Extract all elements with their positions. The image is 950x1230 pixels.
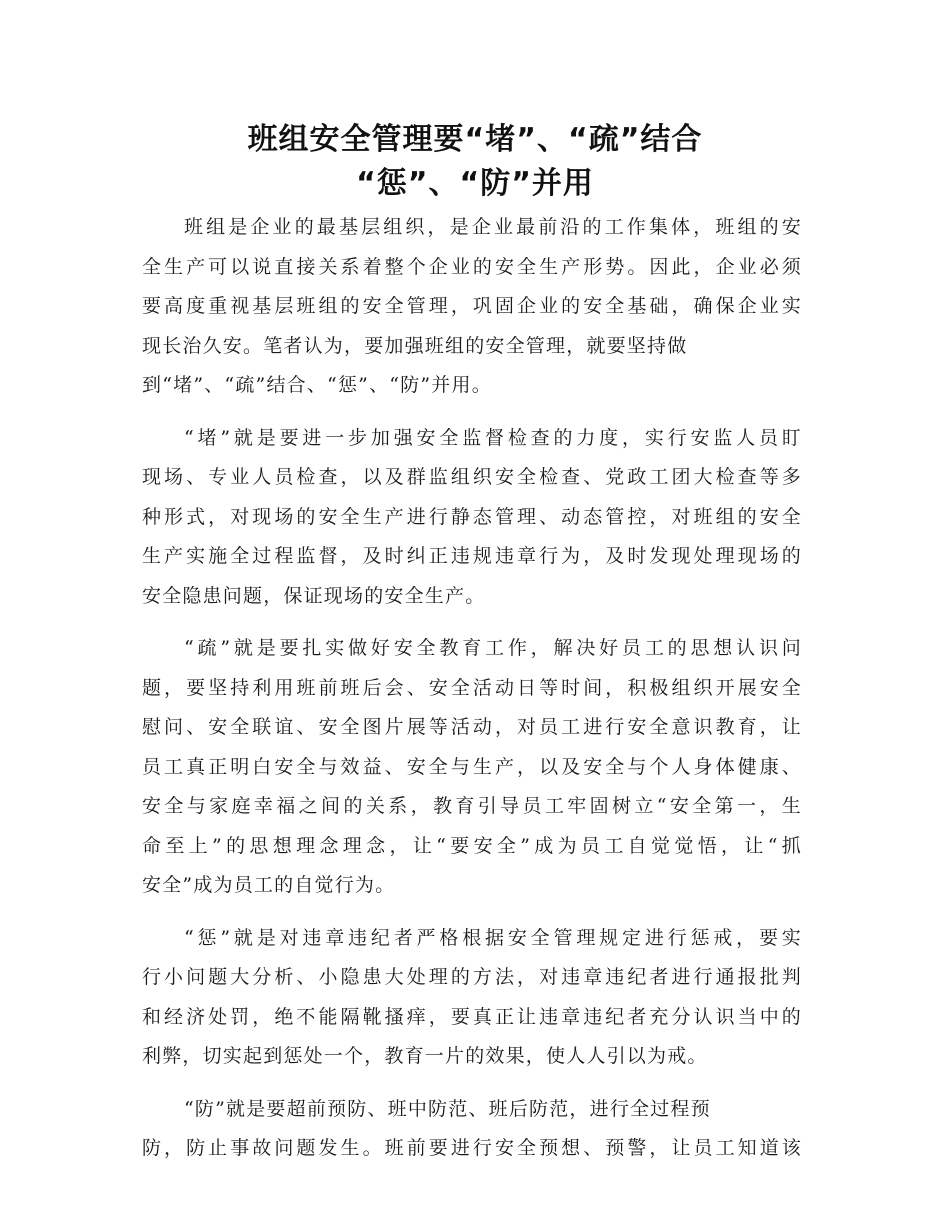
text-line: 生产实施全过程监督，及时纠正违规违章行为，及时发现处理现场的 — [142, 545, 802, 567]
document-title-line-1: 班组安全管理要“堵”、“疏”结合 — [247, 122, 703, 157]
text-line: 现长治久安。笔者认为，要加强班组的安全管理，就要坚持做 — [142, 334, 688, 357]
text-line: 员工真正明白安全与效益、安全与生产，以及安全与个人身体健康、 — [142, 755, 802, 778]
paragraph-punish — [142, 919, 802, 1077]
paragraph-block — [142, 419, 802, 617]
text-line: 班组是企业的最基层组织，是企业最前沿的工作集体，班组的安 — [184, 216, 802, 238]
paragraph-intro — [142, 208, 802, 406]
text-line: 要高度重视基层班组的安全管理，巩固企业的安全基础，确保企业实 — [142, 295, 802, 317]
text-line: 安全隐患问题，保证现场的安全生产。 — [142, 584, 486, 607]
document-title-line-2: “惩”、“防”并用 — [356, 166, 594, 201]
text-line: 行小问题大分析、小隐患大处理的方法，对违章违纪者进行通报批判 — [142, 966, 802, 988]
text-line: “防”就是要超前预防、班中防范、班后防范，进行全过程预 — [184, 1097, 711, 1120]
text-line: 慰问、安全联谊、安全图片展等活动，对员工进行安全意识教育，让 — [142, 716, 802, 738]
paragraph-guide — [142, 629, 802, 906]
document-body — [142, 208, 802, 1182]
text-line: 防，防止事故问题发生。班前要进行安全预想、预警，让员工知道该 — [142, 1137, 802, 1159]
paragraph-prevent — [142, 1090, 802, 1169]
text-line: 全生产可以说直接关系着整个企业的安全生产形势。因此，企业必须 — [142, 255, 802, 278]
text-line: 利弊，切实起到惩处一个，教育一片的效果，使人人引以为戒。 — [142, 1045, 708, 1067]
text-line: 到“堵”、“疏”结合、“惩”、“防”并用。 — [142, 374, 492, 396]
text-line: 安全”成为员工的自觉行为。 — [142, 874, 396, 896]
text-line: 题，要坚持利用班前班后会、安全活动日等时间，积极组织开展安全 — [142, 676, 802, 699]
text-line: “惩”就是对违章违纪者严格根据安全管理规定进行惩戒，要实 — [184, 926, 802, 949]
text-line: “疏”就是要扎实做好安全教育工作，解决好员工的思想认识问 — [184, 637, 802, 659]
text-line: 现场、专业人员检查，以及群监组织安全检查、党政工团大检查等多 — [142, 466, 802, 488]
text-line: 命至上”的思想理念理念，让“要安全”成为员工自觉觉悟，让“抓 — [142, 834, 802, 857]
text-line: “堵”就是要进一步加强安全监督检查的力度，实行安监人员盯 — [184, 426, 802, 449]
text-line: 和经济处罚，绝不能隔靴搔痒，要真正让违章违纪者充分认识当中的 — [142, 1005, 802, 1028]
text-line: 种形式，对现场的安全生产进行静态管理、动态管控，对班组的安全 — [142, 505, 802, 528]
text-line: 安全与家庭幸福之间的关系，教育引导员工牢固树立“安全第一，生 — [142, 795, 802, 817]
